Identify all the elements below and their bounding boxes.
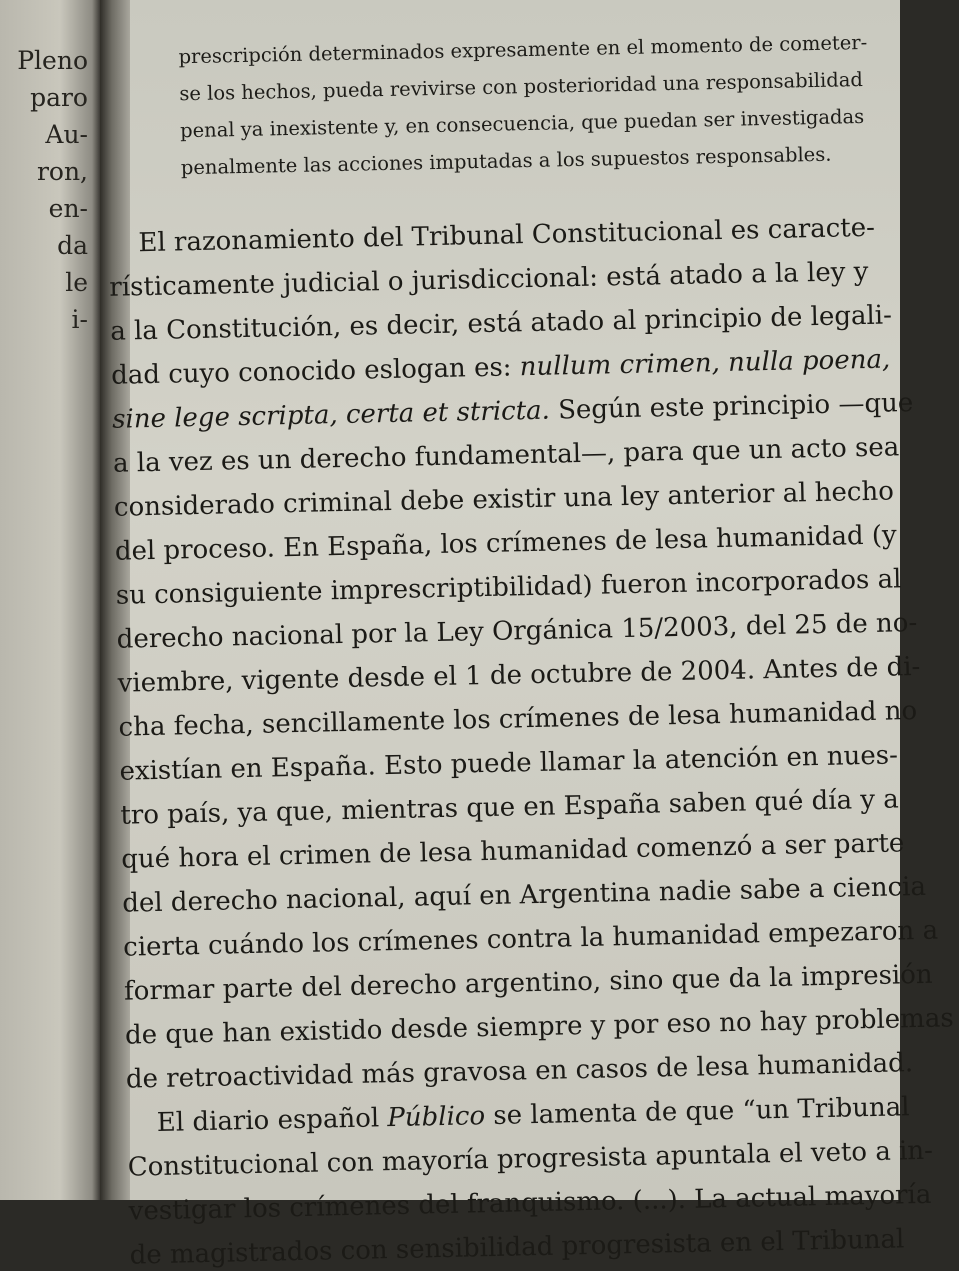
paragraph-line: cha fecha, sencillamente los crímenes de lesa humanidad no: [118, 695, 918, 743]
left-fragment: paro: [30, 83, 88, 112]
paragraph-line: tro país, ya que, mientras que en España saben qué día y a: [120, 784, 900, 831]
paragraph-line: viembre, vigente desde el 1 de octubre de 2004. Antes de di-: [117, 651, 921, 699]
page-text: [109, 0, 954, 1271]
paragraph-line: considerado criminal debe existir una ley anterior al hecho: [113, 476, 895, 523]
latin-phrase: sine lege scripta, certa et stricta.: [111, 395, 551, 435]
paragraph-line: formar parte del derecho argentino, sino que da la impresión: [123, 959, 933, 1007]
left-page: [0, 0, 100, 1200]
paragraph-line: a la vez es un derecho fundamental—, para que un acto sea: [112, 432, 900, 479]
paragraph-line: de magistrados con sensibilidad progresista en el Tribunal: [129, 1224, 905, 1271]
left-fragment: da: [57, 231, 88, 260]
paragraph-line: existían en España. Esto puede llamar la atención en nues-: [119, 740, 899, 787]
quote-line: se los hechos, pueda revivirse con posterioridad una responsabilidad: [179, 67, 864, 106]
newspaper-name: Público: [387, 1101, 486, 1134]
line-text: se lamenta de que “un Tribunal: [493, 1092, 910, 1131]
paragraph-line: vestigar los crímenes del franquismo. (...). La actual mayoría: [128, 1179, 932, 1227]
paragraph-line: del proceso. En España, los crímenes de lesa humanidad (y: [114, 520, 898, 567]
left-page-fragments: [0, 42, 100, 338]
paragraph-line: [156, 1092, 910, 1138]
paragraph-line: [110, 344, 891, 391]
paragraph-line: de retroactividad más gravosa en casos de lesa humanidad.: [125, 1048, 914, 1095]
paragraph-line: qué hora el crimen de lesa humanidad comenzó a ser parte: [121, 828, 905, 875]
quote-line: penalmente las acciones imputadas a los supuestos responsables.: [180, 142, 832, 180]
paragraph-line: de que han existido desde siempre y por eso no hay problemas: [124, 1003, 954, 1051]
paragraph-line: Constitucional con mayoría progresista apuntala el veto a in-: [127, 1135, 934, 1183]
left-fragment: le: [65, 268, 88, 297]
line-text: El diario español: [156, 1103, 380, 1138]
left-fragment: ron,: [36, 157, 88, 186]
paragraph-line: [111, 388, 914, 435]
right-page: [109, 0, 954, 1271]
paragraph-line: rísticamente judicial o jurisdiccional: está atado a la ley y: [109, 256, 869, 303]
line-text: dad cuyo conocido eslogan es:: [110, 352, 512, 391]
paragraph-line: El razonamiento del Tribunal Constitucional es caracte-: [138, 212, 876, 259]
paragraph-line: derecho nacional por la Ley Orgánica 15/2003, del 25 de no-: [116, 607, 918, 655]
paragraph-line: a la Constitución, es decir, está atado al principio de legali-: [109, 300, 893, 347]
paragraph-line: su consiguiente imprescriptibilidad) fueron incorporados al: [115, 564, 902, 611]
quote-line: prescripción determinados expresamente en el momento de cometer-: [178, 30, 868, 69]
line-text: Según este principio —que: [557, 388, 914, 426]
left-fragment: Au-: [45, 120, 88, 149]
paragraph-line: cierta cuándo los crímenes contra la humanidad empezaron a: [122, 915, 939, 963]
left-fragment: Pleno: [17, 46, 88, 75]
paragraph-line: del derecho nacional, aquí en Argentina nadie sabe a ciencia: [121, 871, 927, 919]
left-fragment: i-: [71, 305, 88, 334]
latin-phrase: nullum crimen, nulla poena,: [519, 344, 891, 383]
quote-line: penal ya inexistente y, en consecuencia, que puedan ser investigadas: [179, 104, 865, 143]
left-fragment: en-: [48, 194, 88, 223]
